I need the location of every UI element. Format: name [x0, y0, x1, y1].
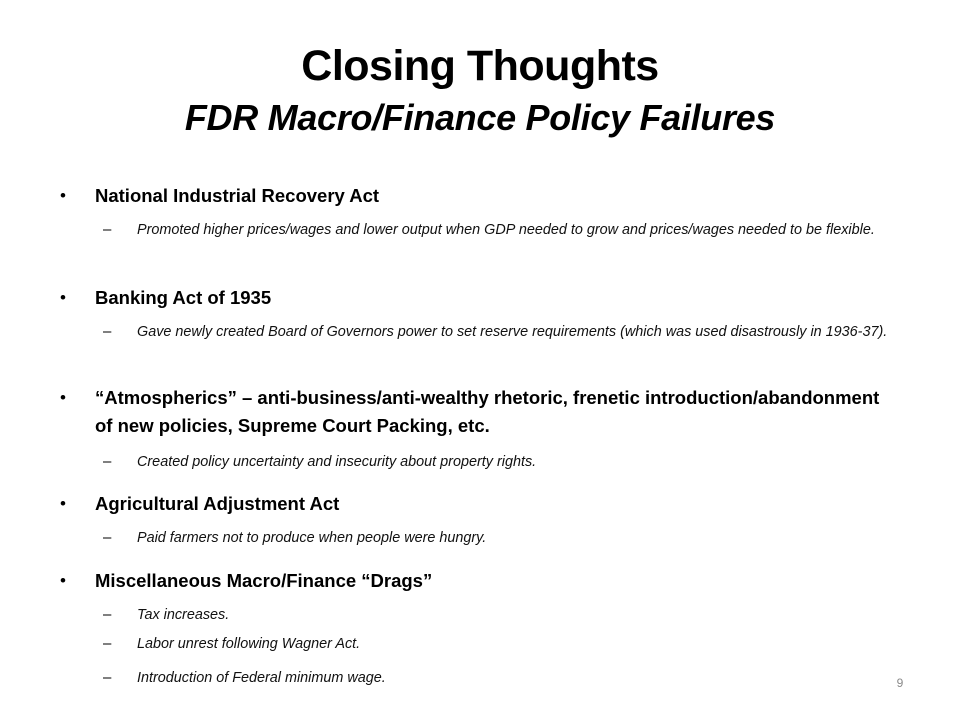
slide-subtitle: FDR Macro/Finance Policy Failures	[184, 97, 776, 138]
dash-icon: –	[103, 635, 112, 652]
dash-icon: –	[103, 529, 112, 546]
bullet-text: “Atmospherics” – anti-business/anti-wealthy rhetoric, frenetic introduction/abandonment of new policies, Supreme Court Packing, etc.	[95, 387, 880, 436]
dash-icon: –	[103, 221, 112, 238]
bullet-icon: •	[60, 571, 66, 590]
bullet-text: Agricultural Adjustment Act	[95, 493, 340, 514]
dash-icon: –	[103, 453, 112, 470]
bullet-icon: •	[60, 494, 66, 513]
bullet-icon: •	[60, 186, 66, 205]
sub-bullet-text: Created policy uncertainty and insecurity about property rights.	[137, 454, 537, 470]
slide-title: Closing Thoughts	[301, 42, 659, 90]
bullet-icon: •	[60, 388, 66, 407]
sub-bullet-text: Tax increases.	[137, 607, 230, 623]
bullet-text: Miscellaneous Macro/Finance “Drags”	[95, 570, 433, 591]
dash-icon: –	[103, 323, 112, 340]
dash-icon: –	[103, 669, 112, 686]
sub-bullet-text: Paid farmers not to produce when people were hungry.	[137, 530, 487, 546]
sub-bullet-text: Gave newly created Board of Governors power to set reserve requirements (which was used disastrously in 1936-37).	[137, 324, 888, 340]
bullet-text: Banking Act of 1935	[95, 287, 272, 308]
dash-icon: –	[103, 606, 112, 623]
sub-bullet-text: Introduction of Federal minimum wage.	[137, 670, 386, 686]
page-number: 9	[896, 676, 904, 690]
bullet-icon: •	[60, 288, 66, 307]
sub-bullet-text: Labor unrest following Wagner Act.	[137, 636, 361, 652]
bullet-text: National Industrial Recovery Act	[95, 185, 380, 206]
sub-bullet-text: Promoted higher prices/wages and lower output when GDP needed to grow and prices/wages needed to be flexible.	[137, 222, 875, 238]
